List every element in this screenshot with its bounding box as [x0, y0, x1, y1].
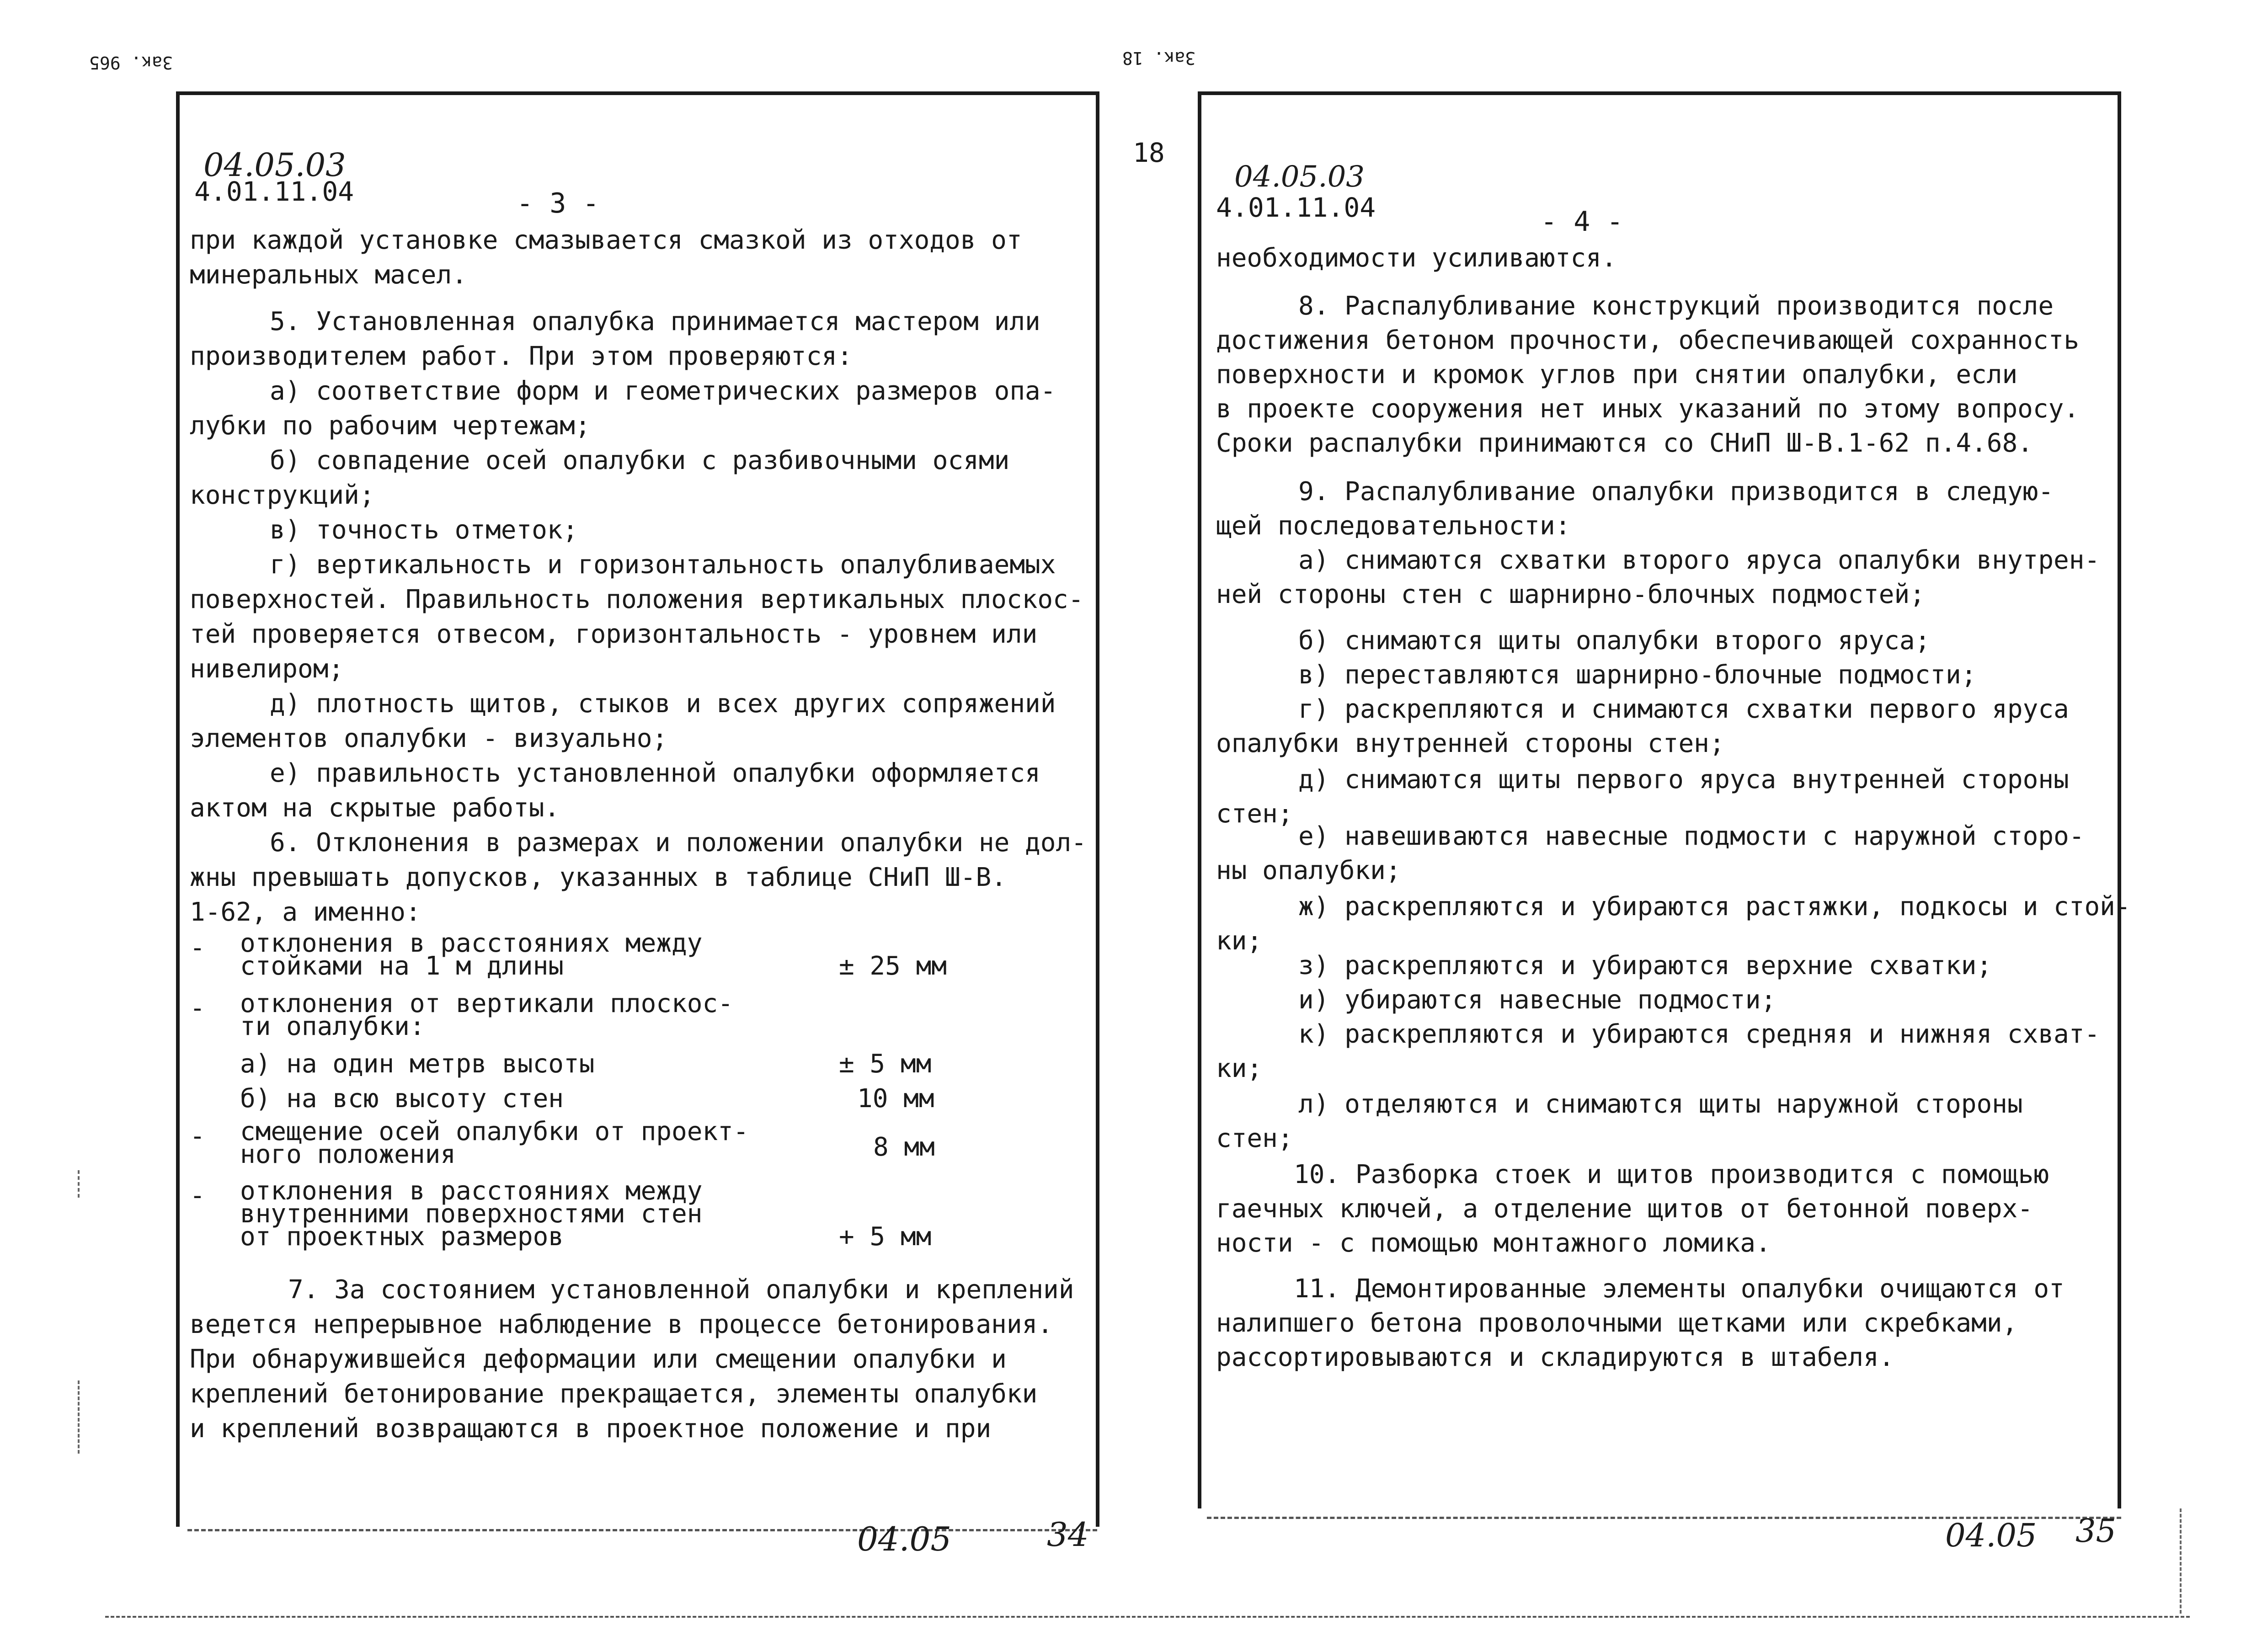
right-line: ки; [1216, 1054, 1263, 1083]
tolerance-text: от проектных размеров [240, 1222, 564, 1252]
tolerance-bullet: - [190, 1121, 205, 1151]
center-page-number: 18 [1133, 137, 1165, 168]
right-line: налипшего бетона проволочными щетками или скребками, [1216, 1308, 2018, 1338]
right-line: достижения бетоном прочности, обеспечивающей сохранность [1216, 325, 2080, 355]
right-line: б) снимаются щиты опалубки второго яруса; [1298, 626, 1931, 655]
right-line: ны опалубки; [1216, 856, 1401, 885]
left-line: лубки по рабочим чертежам; [190, 411, 591, 441]
tolerance-value: + 5 мм [839, 1222, 932, 1252]
tolerance-text: ного положения [240, 1140, 456, 1169]
left-edge-mark [78, 1380, 80, 1454]
right-line: Сроки распалубки принимаются со СНиП Ш-В.1-62 п.4.68. [1216, 428, 2033, 458]
left-line: минеральных масел. [190, 260, 467, 290]
right-line: в проекте сооружения нет иных указаний по этому вопросу. [1216, 394, 2080, 424]
right-line: 11. Демонтированные элементы опалубки очищаются от [1294, 1274, 2065, 1304]
tolerance-text: отклонения в расстояниях между [240, 928, 703, 958]
right-line: к) раскрепляются и убираются средняя и нижняя схват- [1298, 1019, 2100, 1049]
tolerance-text: смещение осей опалубки от проект- [240, 1117, 749, 1146]
right-line: г) раскрепляются и снимаются схватки первого яруса [1298, 694, 2069, 724]
right-line: рассортировываются и складируются в штабеля. [1216, 1343, 1894, 1372]
right-footer-number: 35 [2075, 1512, 2117, 1550]
tolerance-value: 8 мм [873, 1132, 935, 1162]
left-page-bottom-rule [187, 1529, 1097, 1531]
left-footer-number: 34 [1047, 1515, 1089, 1554]
right-line: стен; [1216, 1124, 1293, 1153]
right-line: 9. Распалубливание опалубки призводится в следую- [1298, 477, 2054, 506]
right-line: гаечных ключей, а отделение щитов от бетонной поверх- [1216, 1194, 2033, 1224]
left-line: креплений бетонирование прекращается, элементы опалубки [190, 1379, 1038, 1409]
right-edge-line [2180, 1508, 2182, 1614]
left-line: поверхностей. Правильность положения вертикальных плоскос- [190, 585, 1084, 614]
right-line: необходимости усиливаются. [1216, 243, 1617, 273]
tolerance-value: ± 5 мм [839, 1049, 932, 1079]
tolerance-text: а) на один метрв высоты [240, 1049, 595, 1079]
right-line: е) навешиваются навесные подмости с наружной сторо- [1298, 821, 2085, 851]
right-line: и) убираются навесные подмости; [1298, 985, 1777, 1015]
left-page-number: - 3 - [517, 187, 599, 219]
right-line: 10. Разборка стоек и щитов производится с помощью [1294, 1160, 2049, 1189]
left-line: нивелиром; [190, 654, 344, 684]
right-line: а) снимаются схватки второго яруса опалубки внутрен- [1298, 545, 2100, 575]
right-line: ж) раскрепляются и убираются растяжки, подкосы и стой- [1298, 892, 2131, 922]
left-line: а) соответствие форм и геометрических размеров опа- [270, 376, 1056, 406]
right-line: стен; [1216, 799, 1293, 829]
left-footer-code: 04.05 [857, 1520, 952, 1558]
left-line: 1-62, а именно: [190, 897, 421, 927]
right-line: щей последовательности: [1216, 511, 1571, 541]
left-line: актом на скрытые работы. [190, 793, 560, 823]
right-line: опалубки внутренней стороны стен; [1216, 729, 1725, 758]
right-line: поверхности и кромок углов при снятии опалубки, если [1216, 360, 2018, 389]
right-line: ней стороны стен с шарнирно-блочных подмостей; [1216, 580, 1925, 609]
tolerance-text: отклонения от вертикали плоскос- [240, 989, 733, 1018]
left-line: при каждой установке смазывается смазкой из отходов от [190, 225, 1022, 255]
left-line: б) совпадение осей опалубки с разбивочными осями [270, 446, 1010, 475]
tolerance-bullet: - [190, 933, 205, 963]
left-line: в) точность отметок; [270, 515, 578, 545]
tolerance-text: ти опалубки: [240, 1012, 425, 1041]
tolerance-bullet: - [190, 993, 205, 1023]
tolerance-bullet: - [190, 1181, 205, 1210]
left-line: е) правильность установленной опалубки оформляется [270, 758, 1040, 788]
right-line: ки; [1216, 926, 1263, 956]
left-line: 5. Установленная опалубка принимается мастером или [270, 307, 1040, 336]
right-footer-code: 04.05 [1945, 1517, 2037, 1554]
right-doc-code: 4.01.11.04 [1216, 192, 1376, 223]
left-line: и креплений возвращаются в проектное положение и при [190, 1414, 992, 1444]
left-line: конструкций; [190, 480, 375, 510]
left-line: ведется непрерывное наблюдение в процессе бетонирования. [190, 1310, 1053, 1339]
tolerance-text: отклонения в расстояниях между [240, 1176, 703, 1206]
left-stamp-code: Зак. 965 [89, 53, 173, 73]
right-line: ности - с помощью монтажного ломика. [1216, 1228, 1771, 1258]
tolerance-value: 10 мм [857, 1084, 934, 1114]
left-line: д) плотность щитов, стыков и всех других сопряжений [270, 689, 1056, 719]
center-stamp-code: Зак. 18 [1122, 48, 1196, 68]
tolerance-text: б) на всю высоту стен [240, 1084, 564, 1114]
tolerance-text: стойками на 1 м длины [240, 951, 564, 981]
tolerance-text: внутренними поверхностями стен [240, 1199, 703, 1229]
left-line: 6. Отклонения в размерах и положении опалубки не дол- [270, 828, 1087, 858]
left-doc-code: 4.01.11.04 [194, 176, 354, 207]
left-line: элементов опалубки - визуально; [190, 724, 668, 753]
left-edge-mark-2 [78, 1170, 80, 1198]
right-handwritten-code: 04.05.03 [1234, 160, 1365, 194]
right-line: з) раскрепляются и убираются верхние схватки; [1298, 951, 1992, 981]
left-line: г) вертикальность и горизонтальность опалубливаемых [270, 550, 1056, 580]
left-line: производителем работ. При этом проверяются: [190, 341, 853, 371]
right-line: л) отделяются и снимаются щиты наружной стороны [1298, 1089, 2023, 1119]
left-line: При обнаружившейся деформации или смещении опалубки и [190, 1344, 1007, 1374]
right-line: 8. Распалубливание конструкций производится после [1298, 291, 2054, 321]
left-line: тей проверяется отвесом, горизонтальность - уровнем или [190, 619, 1038, 649]
tolerance-value: ± 25 мм [839, 951, 947, 981]
left-handwritten-code: 04.05.03 [203, 146, 346, 184]
left-line: жны превышать допусков, указанных в таблице СНиП Ш-В. [190, 863, 1007, 892]
right-line: в) переставляются шарнирно-блочные подмости; [1298, 660, 1977, 690]
left-line: 7. За состоянием установленной опалубки и креплений [288, 1275, 1074, 1305]
right-page-number: - 4 - [1541, 206, 1623, 238]
bottom-cut-line [105, 1616, 2190, 1618]
right-line: д) снимаются щиты первого яруса внутренней стороны [1298, 765, 2069, 794]
